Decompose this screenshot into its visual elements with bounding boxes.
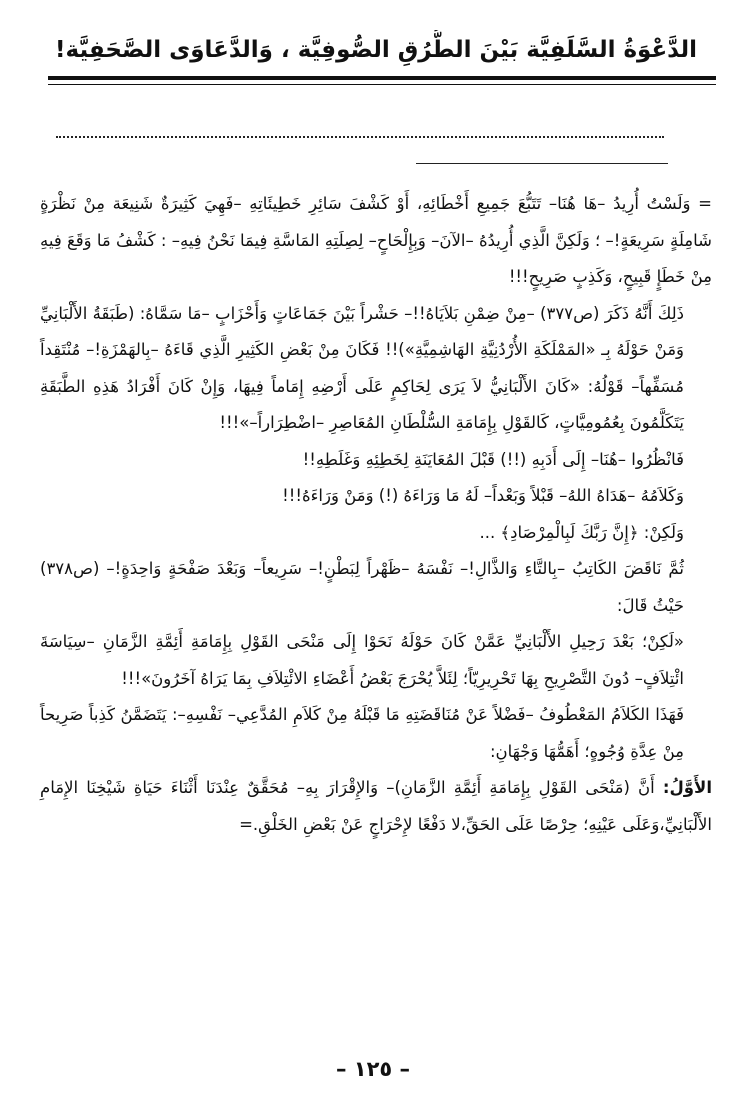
- footnote-body: [40, 186, 712, 843]
- paragraph-5: [40, 515, 712, 552]
- paragraph-7-text: «لَكِنْ؛ بَعْدَ رَحِيلِ الأَلْبَانِيِّ عَمَّنْ كَانَ حَوْلَهُ نَحَوْا إِلَى مَنْحَى القَوْلِ بِإِمَامَةِ أَئِمَّةِ الزَّمَانِ –سِيَاسَةَ ائْتِلاَفٍ– دُونَ التَّصْرِيحِ بِهَا تَحْرِيرِيّاً؛ لِئَلاَّ يُحْرَجَ بَعْضُ أَعْضَاءِ الائْتِلاَفِ بِمَا يَرَاهُ آخَرُونَ»!!!: [40, 632, 684, 688]
- paragraph-7: [40, 624, 712, 697]
- paragraph-2: [40, 296, 712, 442]
- page-number: – ١٢٥ –: [335, 1057, 411, 1081]
- paragraph-6: [40, 551, 712, 624]
- paragraph-4-text: وَكَلاَمُهُ –هَدَاهُ اللهُ– قَبْلاً وَبَعْداً– لَهُ مَا وَرَاءَهُ (!) وَمَنْ وَرَاءَهُ!!!: [282, 486, 684, 505]
- footnote-separator-line: [416, 163, 668, 164]
- paragraph-8-text: فَهَذَا الكَلاَمُ المَعْطُوفُ –فَضْلاً عَنْ مُنَاقَضَتِهِ مَا قَبْلَهُ مِنْ كَلاَمِ المُدَّعِي– نَفْسِهِ–: يَتَضَمَّنُ كَذِباً صَرِيحاً مِنْ عِدَّةِ وُجُوهٍ؛ أَهَمُّهَا وَجْهَانِ:: [40, 705, 684, 761]
- paragraph-9-text: أَنَّ (مَنْحَى القَوْلِ بِإِمَامَةِ أَئِمَّةِ الزَّمَانِ)– وَالإِقْرَارَ بِهِ– مُحَقَّقٌ عِنْدَنَا أَثْنَاءَ حَيَاةِ شَيْخِنَا الإِمَامِ الأَلْبَانِيِّ،وَعَلَى عَيْنِهِ؛ حِرْصًا عَلَى الحَقِّ،لا دَفْعًا لإِحْرَاجٍ عَنْ بَعْضِ الخَلْقِ.=: [40, 778, 712, 834]
- paragraph-3: [40, 442, 712, 479]
- paragraph-9-lead: الأَوَّلُ:: [662, 778, 712, 797]
- header-rule-thin: [48, 84, 716, 85]
- paragraph-1: [40, 186, 712, 296]
- running-header-title: الدَّعْوَةُ السَّلَفِيَّة بَيْنَ الطُّرُقِ الصُّوفِيَّة ، وَالدَّعَاوَى الصَّحَفِيَّة!: [55, 37, 697, 63]
- paragraph-9: [40, 770, 712, 843]
- paragraph-6-text: ثُمَّ نَاقَضَ الكَاتِبُ –بِالتَّاءِ وَالذَّالِ!– نَفْسَهُ –ظَهْراً لِبَطْنٍ!– سَرِيعاً– وَبَعْدَ صَفْحَةٍ وَاحِدَةٍ!– (ص٣٧٨) حَيْثُ قَالَ:: [40, 559, 684, 615]
- paragraph-2-text: ذَلِكَ أَنَّهُ ذَكَرَ (ص٣٧٧) –مِنْ ضِمْنِ بَلاَيَاهُ!!– حَشْراً بَيْنَ جَمَاعَاتٍ وَأَحْزَابٍ –مَا سَمَّاهُ: (طَبَقَةُ الأَلْبَانِيِّ وَمَنْ حَوْلَهُ بِـ «المَمْلَكَةِ الأُرْدُنِيَّةِ الهَاشِمِيَّةِ»)!! فَكَانَ مِنْ بَعْضِ الكَثِيرِ الَّذِي قَاءَهُ –بِالهَمْزَةِ!– مُنْتَقِداً مُسَفِّهاً– قَوْلُهُ: «كَانَ الأَلْبَانِيُّ لاَ يَرَى لِحَاكِمٍ عَلَى أَرْضِهِ إِمَاماً فِيهَا، وَإِنْ كَانَ أَفْرَادُ هَذِهِ الطَّبَقَةِ يَتَكَلَّمُونَ بِعُمُومِيَّاتٍ، كَالقَوْلِ بِإِمَامَةِ السُّلْطَانِ المُعَاصِرِ –اضْطِرَاراً–»!!!: [40, 303, 684, 432]
- paragraph-3-text: فَانْظُرُوا –هُنَا– إِلَى أَدَبِهِ (!!) قَبْلَ المُعَايَنَةِ لِخَطِئِهِ وَغَلَطِهِ!!: [302, 449, 684, 469]
- paragraph-8: [40, 697, 712, 770]
- dotted-separator: [56, 116, 664, 138]
- paragraph-1-text: = وَلَسْتُ أُرِيدُ –هَا هُنَا– تَتَبُّعَ جَمِيعِ أَخْطَائِهِ، أَوْ كَشْفَ سَائِرِ خَطِيئَاتِهِ –فَهِيَ كَثِيرَةٌ شَنِيعَة مِنْ نَظْرَةٍ شَامِلَةٍ سَرِيعَةٍ!– ؛ وَلَكِنَّ الَّذِي أُرِيدُهُ –الآنَ– وَبِإِلْحَاحٍ– لِصِلَتِهِ المَاسَّةِ فِيمَا نَحْنُ فِيهِ– : كَشْفُ مَا وَقَعَ فِيهِ مِنْ خَطَإٍ قَبِيحٍ، وَكَذِبٍ صَرِيحٍ!!!: [40, 194, 712, 286]
- paragraph-4: [40, 478, 712, 515]
- paragraph-5-text: وَلَكِنْ: ﴿إِنَّ رَبَّكَ لَبِالْمِرْصَادِ﴾ ...: [479, 522, 684, 542]
- header-rule-thick: [48, 76, 716, 80]
